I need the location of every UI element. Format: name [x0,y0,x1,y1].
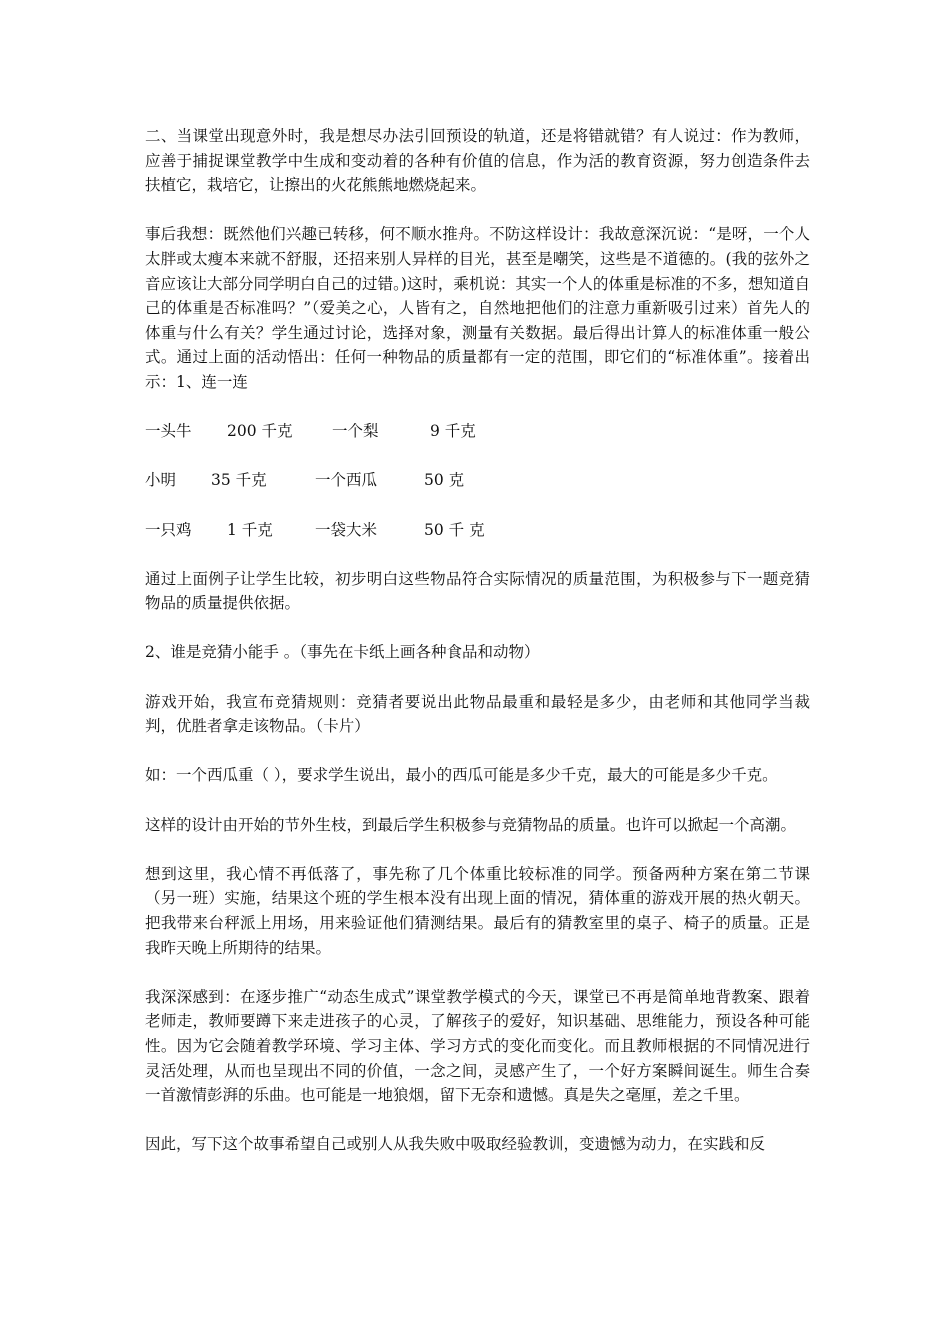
match-weight: 35 千克 [211,471,267,490]
paragraph-conclusion: 因此，写下这个故事希望自己或别人从我失败中吸取经验教训，变遗憾为动力，在实践和反 [145,1135,766,1154]
match-item: 一个西瓜 [315,471,378,490]
match-row [145,419,810,444]
paragraph-intro: 二、当课堂出现意外时，我是想尽办法引回预设的轨道，还是将错就错？有人说过：作为教师，应善于捕捉课堂教学中生成和变动着的各种有价值的信息，作为活的教育资源，努力创造条件去扶植它，栽培它，让擦出的火花熊熊地燃烧起来。 [145,127,810,195]
match-item: 一头牛 [145,422,192,441]
paragraph-guessing-title: 2、谁是竞猜小能手 。（事先在卡纸上画各种食品和动物） [145,643,540,662]
match-item: 小明 [145,471,177,490]
match-weight: 200 千克 [227,422,293,441]
paragraph-example: 如：一个西瓜重（ ），要求学生说出，最小的西瓜可能是多少千克，最大的可能是多少千克。 [145,766,778,785]
paragraph-design: 这样的设计由开始的节外生枝，到最后学生积极参与竞猜物品的质量。也许可以掀起一个高潮。 [145,815,797,834]
match-item: 一袋大米 [315,520,378,539]
match-weight: 1 千克 [227,520,273,539]
match-row [145,468,810,493]
match-item: 一只鸡 [145,520,192,539]
paragraph-insight: 我深深感到：在逐步推广“动态生成式”课堂教学模式的今天，课堂已不再是简单地背教案、跟着老师走，教师要蹲下来走进孩子的心灵，了解孩子的爱好，知识基础、思维能力，预设各种可能性。因为它会随着教学环境、学习主体、学习方式的变化而变化。而且教师根据的不同情况进行灵活处理，从而也呈现出不同的价值，一念之间，灵感产生了，一个好方案瞬间诞生。师生合奏一首激情彭湃的乐曲。也可能是一地狼烟，留下无奈和遗憾。真是失之毫厘，差之千里。 [145,987,810,1105]
paragraph-comparison: 通过上面例子让学生比较，初步明白这些物品符合实际情况的质量范围，为积极参与下一题竞猜物品的质量提供依据。 [145,569,810,613]
paragraph-reflection: 事后我想：既然他们兴趣已转移，何不顺水推舟。不防这样设计：我故意深沉说：“是呀，一个人太胖或太瘦本来就不舒服，还招来别人异样的目光，甚至是嘲笑，这些是不道德的。(我的弦外之音应该让大部分同学明白自己的过错。)这时，乘机说：其实一个人的体重是标准的不多，想知道自己的体重是否标准吗？”（爱美之心，人皆有之，自然地把他们的注意力重新吸引过来）首先人的体重与什么有关？学生通过讨论，选择对象，测量有关数据。最后得出计算人的标准体重一般公式。通过上面的活动悟出：任何一种物品的质量都有一定的范围，即它们的“标准体重”。接着出示：1、连一连 [145,225,810,391]
document-page [145,124,810,1182]
match-weight: 9 千克 [430,422,476,441]
match-weight: 50 千 克 [424,520,485,539]
match-weight: 50 克 [424,471,465,490]
paragraph-game-rules: 游戏开始，我宣布竞猜规则：竞猜者要说出此物品最重和最轻是多少，由老师和其他同学当裁判，优胜者拿走该物品。（卡片） [145,692,810,736]
paragraph-implementation: 想到这里，我心情不再低落了，事先称了几个体重比较标准的同学。预备两种方案在第二节课（另一班）实施，结果这个班的学生根本没有出现上面的情况，猜体重的游戏开展的热火朝天。把我带来台秤派上用场，用来验证他们猜测结果。最后有的猜教室里的桌子、椅子的质量。正是我昨天晚上所期待的结果。 [145,864,810,957]
match-row [145,518,810,543]
match-item: 一个梨 [332,422,379,441]
